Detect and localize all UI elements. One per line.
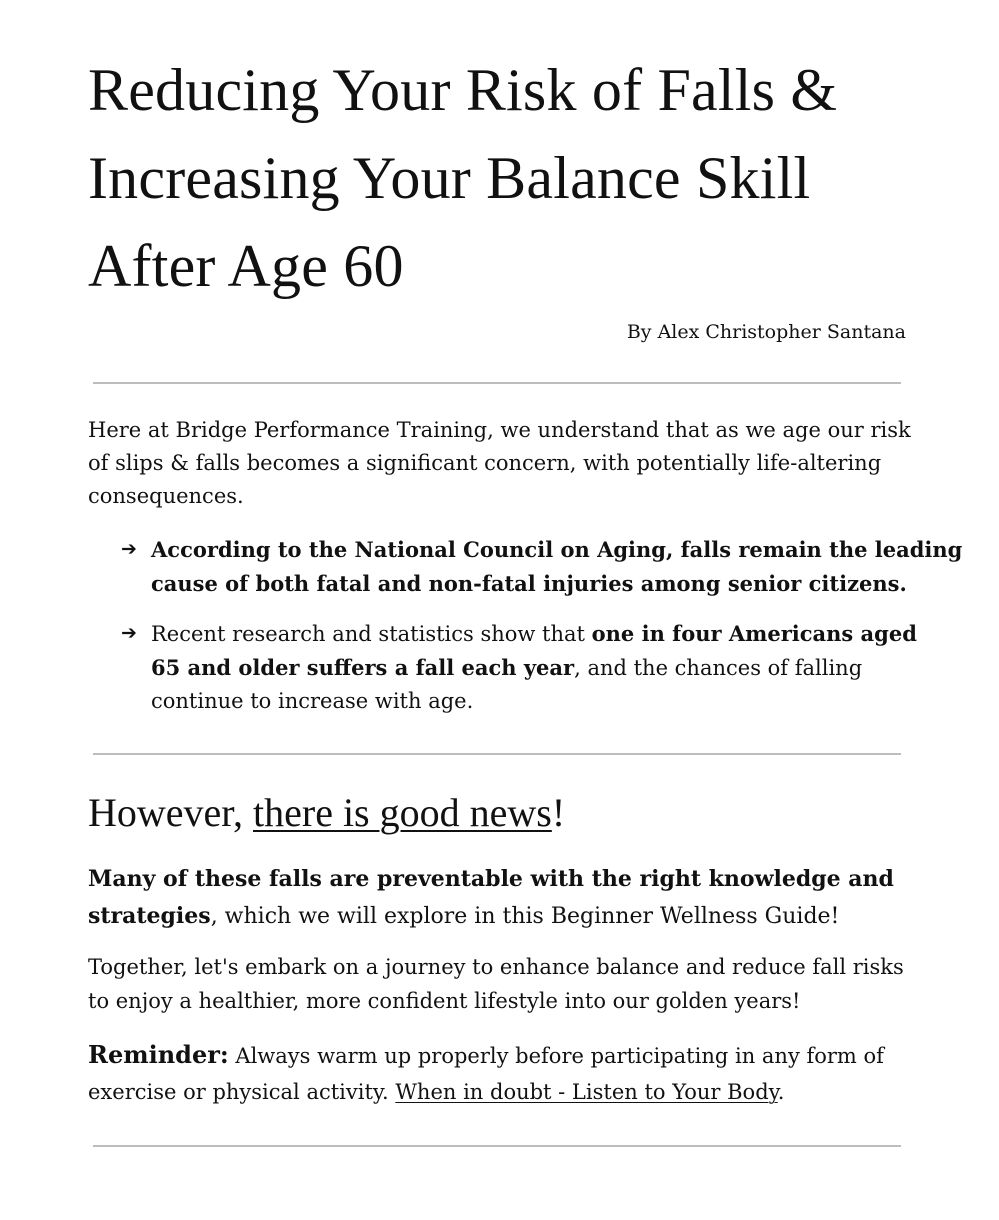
page-title	[88, 46, 902, 310]
bullet-2-line-1a: Recent research and statistics show that	[151, 622, 592, 646]
together-paragraph	[88, 950, 902, 1018]
bullet-2-line-1b: one in four Americans aged	[591, 621, 917, 646]
divider-2	[93, 753, 901, 755]
reminder-line-1: Always warm up properly before participating in any form of	[228, 1044, 884, 1068]
reminder-label: Reminder:	[88, 1040, 229, 1069]
author-byline: By Alex Christopher Santana	[626, 321, 906, 343]
intro-paragraph	[88, 414, 911, 513]
intro-line-2: of slips & falls becomes a significant concern, with potentially life-altering	[88, 451, 882, 475]
reminder-line-2-end: .	[777, 1080, 785, 1104]
intro-line-3: consequences.	[88, 484, 244, 508]
title-line-1: Reducing Your Risk of Falls &	[88, 57, 838, 123]
preventable-line-1: Many of these falls are preventable with the right knowledge and	[88, 866, 894, 892]
title-line-3: After Age 60	[88, 233, 404, 299]
bullet-2-line-2b: , and the chances of falling	[574, 656, 863, 680]
bullet-2-text	[151, 617, 917, 718]
bullet-1-text	[151, 533, 963, 601]
heading-prefix: However,	[88, 790, 253, 835]
preventable-line-2-rest: , which we will explore in this Beginner Wellness Guide!	[210, 904, 840, 929]
preventable-line-2-bold: strategies	[88, 903, 211, 929]
divider-1	[93, 382, 901, 384]
divider-3	[93, 1145, 901, 1147]
bullet-1-line-1: According to the National Council on Aging, falls remain the leading	[151, 537, 963, 562]
heading-suffix: !	[551, 790, 566, 835]
bullet-1-line-2: cause of both fatal and non-fatal injuries among senior citizens.	[151, 571, 907, 596]
together-line-1: Together, let's embark on a journey to enhance balance and reduce fall risks	[88, 955, 904, 979]
reminder-line-2a: exercise or physical activity.	[88, 1080, 396, 1104]
reminder-paragraph	[88, 1037, 902, 1110]
listen-to-body-link[interactable]: When in doubt - Listen to Your Body	[395, 1080, 778, 1104]
arrow-icon: ➔	[121, 622, 137, 644]
bullet-2-line-3: continue to increase with age.	[151, 689, 474, 713]
intro-line-1: Here at Bridge Performance Training, we understand that as we age our risk	[88, 418, 911, 442]
good-news-link[interactable]: there is good news	[253, 790, 552, 835]
good-news-heading	[88, 788, 565, 838]
preventable-paragraph	[88, 861, 902, 935]
arrow-icon: ➔	[121, 538, 137, 560]
together-line-2: to enjoy a healthier, more confident lifestyle into our golden years!	[88, 989, 801, 1013]
title-line-2: Increasing Your Balance Skill	[88, 145, 811, 211]
bullet-2-line-2a: 65 and older suffers a fall each year	[151, 655, 575, 680]
